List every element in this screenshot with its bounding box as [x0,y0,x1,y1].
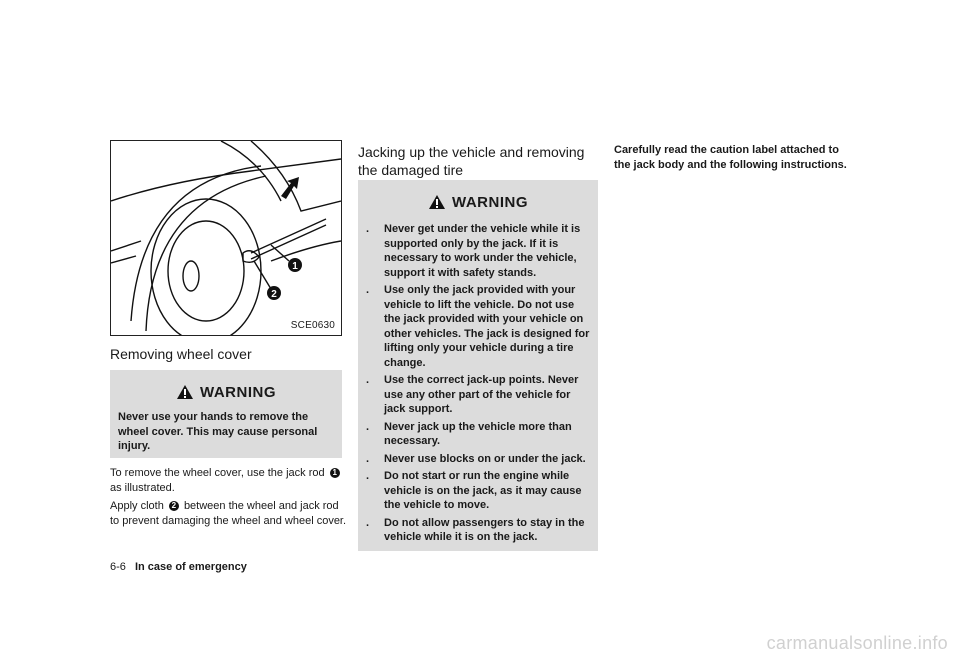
warning-bullet-item [366,469,590,513]
warning-triangle-icon [176,384,194,400]
warning-bullet-list [366,222,590,545]
warning-bullet-item [366,420,590,449]
site-watermark: carmanualsonline.info [766,633,948,653]
warning-box-jacking [358,180,598,551]
paragraph-cloth [110,499,348,529]
figure-callout-1: 1 [292,261,298,272]
warning-header [110,370,342,404]
warning-triangle-icon [428,194,446,210]
bullet-mark: . [366,223,370,235]
warning-bullet-item [366,516,590,545]
paragraph-text: Apply cloth [110,500,164,512]
bullet-text: Do not start or run the engine while vehicle is on the jack, as it may cause the vehicle to move. [384,470,582,511]
warning-text: Never use your hands to remove the wheel cover. This may cause personal injury. [118,411,318,452]
bullet-mark: . [366,470,370,482]
figure-callout-2: 2 [271,289,277,300]
caution-label-instruction: Carefully read the caution label attached to the jack body and the following instructions. [614,144,847,171]
paragraph-text: between the wheel and jack rod to prevent damaging the wheel and wheel cover. [110,500,347,527]
warning-bullet-item [366,452,590,467]
bullet-mark: . [366,284,370,296]
bullet-text: Never jack up the vehicle more than necessary. [384,420,572,447]
bullet-mark: . [366,374,370,386]
warning-bullet-item [366,222,590,280]
warning-title: WARNING [200,383,276,401]
bullet-text: Do not allow passengers to stay in the vehicle while it is on the jack. [384,516,585,543]
warning-header [358,180,598,214]
section-title: In case of emergency [134,561,247,573]
paragraph-text: as illustrated. [110,482,175,494]
bullet-mark: . [366,452,370,465]
warning-title: WARNING [452,193,528,211]
bullet-text: Use only the jack provided with your vehicle to lift the vehicle. Do not use the jack provided with your vehicle on other vehicles. The jack is designed for lifting only your vehicle during a tire change. [384,284,590,369]
callout-1-badge: 1 [330,468,340,478]
wheel-cover-illustration [110,140,342,336]
section-heading-wheel-cover: Removing wheel cover [110,346,252,362]
wheel-jack-rod-drawing [111,141,341,335]
warning-bullet-item [366,283,590,370]
paragraph-text: To remove the wheel cover, use the jack rod [110,467,325,479]
page-footer [110,561,247,573]
figure-code: SCE0630 [290,320,335,331]
paragraph-jack-rod [110,466,348,496]
bullet-mark: . [366,420,370,433]
warning-box-wheel-cover [110,370,342,458]
callout-2-badge: 2 [169,501,179,511]
page-number: 6-6 [110,561,126,573]
section-heading-jacking: Jacking up the vehicle and removing the damaged tire [358,144,585,178]
warning-bullet-item [366,373,590,417]
bullet-text: Never use blocks on or under the jack. [384,452,586,465]
bullet-mark: . [366,516,370,529]
bullet-text: Use the correct jack-up points. Never use any other part of the vehicle for jack support. [384,374,579,415]
bullet-text: Never get under the vehicle while it is supported only by the jack. If it is necessary to work under the vehicle, support it with safety stands. [384,223,581,279]
